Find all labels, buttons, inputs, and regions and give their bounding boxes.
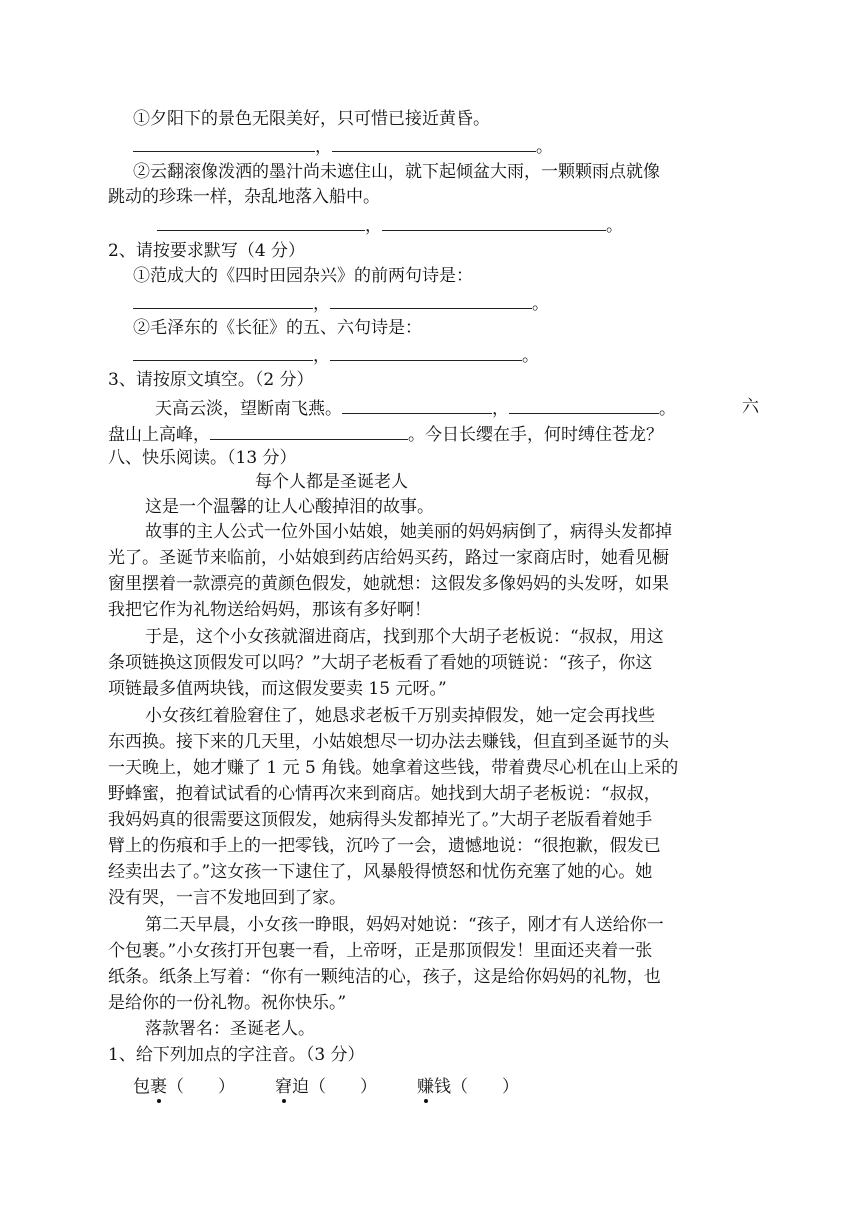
- blank[interactable]: [330, 292, 532, 309]
- paragraph-2-line: 我把它作为礼物送给妈妈，那该有多好啊！: [108, 600, 431, 620]
- answer-paren[interactable]: （ ）: [167, 1077, 235, 1097]
- paragraph-4-line: 小女孩红着脸窘住了，她恳求老板千万别卖掉假发，她一定会再找些: [145, 706, 655, 726]
- paragraph-5-line: 第二天早晨，小女孩一睁眼，妈妈对她说：“孩子，刚才有人送给你一: [145, 915, 664, 935]
- blank[interactable]: [330, 344, 522, 361]
- blank[interactable]: [133, 344, 313, 361]
- paragraph-1: 这是一个温馨的让人心酸掉泪的故事。: [145, 497, 434, 517]
- section-2-item-2: ②毛泽东的《长征》的五、六句诗是：: [133, 318, 422, 338]
- paragraph-3-line: 条项链换这顶假发可以吗？”大胡子老板看了看她的项链说：“孩子，你这: [108, 653, 653, 673]
- answer-paren[interactable]: （ ）: [309, 1077, 377, 1097]
- emphasis-dot: [157, 1099, 161, 1103]
- paragraph-2-line: 光了。圣诞节来临前，小姑娘到药店给妈买药，路过一家商店时，她看见橱: [108, 548, 669, 568]
- blank[interactable]: [210, 423, 408, 440]
- paragraph-4-line: 经卖出去了。”这女孩一下逮住了，风暴般得愤怒和忧伤充塞了她的心。她: [108, 862, 653, 882]
- emphasis-dot: [282, 1099, 286, 1103]
- paragraph-5-line: 个包裹。”小女孩打开包裹一看，上帝呀，正是那顶假发！里面还夹着一张: [108, 941, 653, 961]
- blank[interactable]: [133, 135, 315, 152]
- q1-item-1: ①夕阳下的景色无限美好，只可惜已接近黄昏。: [133, 109, 490, 129]
- blank[interactable]: [332, 135, 536, 152]
- section-3-line-1-end: 六: [742, 397, 759, 417]
- section-2-item-1: ①范成大的《四时田园杂兴》的前两句诗是：: [133, 266, 473, 286]
- paragraph-4-line: 臂上的伤痕和手上的一把零钱，沉吟了一会，遗憾地说：“很抱歉，假发已: [108, 836, 661, 856]
- section-3-line-1: 天高云淡，望断南飞燕。 ， 。: [155, 399, 676, 419]
- blank[interactable]: [133, 292, 313, 309]
- answer-line-4: ， 。: [133, 344, 539, 366]
- answer-paren[interactable]: （ ）: [451, 1077, 519, 1097]
- paragraph-4-line: 东西换。接下来的几天里，小姑娘想尽一切办法去赚钱，但直到圣诞节的头: [108, 732, 669, 752]
- question-1-title: 1、给下列加点的字注音。（3 分）: [108, 1045, 365, 1065]
- section-3-title: 3、请按原文填空。（2 分）: [108, 370, 314, 390]
- pinyin-item-2: 窘 迫（ ）: [275, 1077, 377, 1097]
- section-2-title: 2、请按要求默写（4 分）: [108, 241, 306, 261]
- paragraph-4-line: 野蜂蜜，抱着试试看的心情再次来到商店。她找到大胡子老板说：“叔叔，: [108, 784, 661, 804]
- blank[interactable]: [342, 397, 492, 414]
- paragraph-6: 落款署名：圣诞老人。: [145, 1019, 315, 1039]
- blank[interactable]: [157, 214, 365, 231]
- q1-item-2-line1: ②云翻滚像泼洒的墨汁尚未遮住山，就下起倾盆大雨，一颗颗雨点就像: [133, 162, 660, 182]
- pinyin-item-3: 赚 钱（ ）: [417, 1077, 519, 1097]
- answer-line-3: ， 。: [133, 292, 549, 314]
- answer-line-1: ， 。: [133, 135, 553, 157]
- paragraph-5-line: 是给你的一份礼物。祝你快乐。”: [108, 993, 347, 1013]
- answer-line-2: ， 。: [157, 214, 623, 236]
- blank[interactable]: [509, 397, 659, 414]
- blank[interactable]: [382, 214, 606, 231]
- paragraph-4-line: 一天晚上，她才赚了 1 元 5 角钱。她拿着这些钱，带着费尽心机在山上采的: [108, 758, 679, 778]
- paragraph-4-line: 我妈妈真的很需要这顶假发，她病得头发都掉光了。”大胡子老版看着她手: [108, 810, 653, 830]
- paragraph-5-line: 纸条。纸条上写着：“你有一颗纯洁的心，孩子，这是给你妈妈的礼物，也: [108, 967, 661, 987]
- paragraph-4-line: 没有哭，一言不发地回到了家。: [108, 888, 346, 908]
- emphasis-dot: [424, 1099, 428, 1103]
- section-3-line-2: 盘山上高峰， 。今日长缨在手，何时缚住苍龙？: [108, 425, 663, 445]
- paragraph-2-line: 窗里摆着一款漂亮的黄颜色假发，她就想：这假发多像妈妈的头发呀，如果: [108, 574, 669, 594]
- paragraph-2-line: 故事的主人公式一位外国小姑娘，她美丽的妈妈病倒了，病得头发都掉: [145, 522, 672, 542]
- pinyin-item-1: 包裹 （ ）: [133, 1077, 235, 1097]
- paragraph-3-line: 项链最多值两块钱，而这假发要卖 15 元呀。”: [108, 679, 447, 699]
- paragraph-3-line: 于是，这个小女孩就溜进商店，找到那个大胡子老板说：“叔叔，用这: [145, 627, 664, 647]
- section-8-title: 八、快乐阅读。（13 分）: [108, 448, 297, 468]
- story-title: 每个人都是圣诞老人: [255, 472, 408, 492]
- q1-item-2-line2: 跳动的珍珠一样，杂乱地落入船中。: [108, 187, 380, 207]
